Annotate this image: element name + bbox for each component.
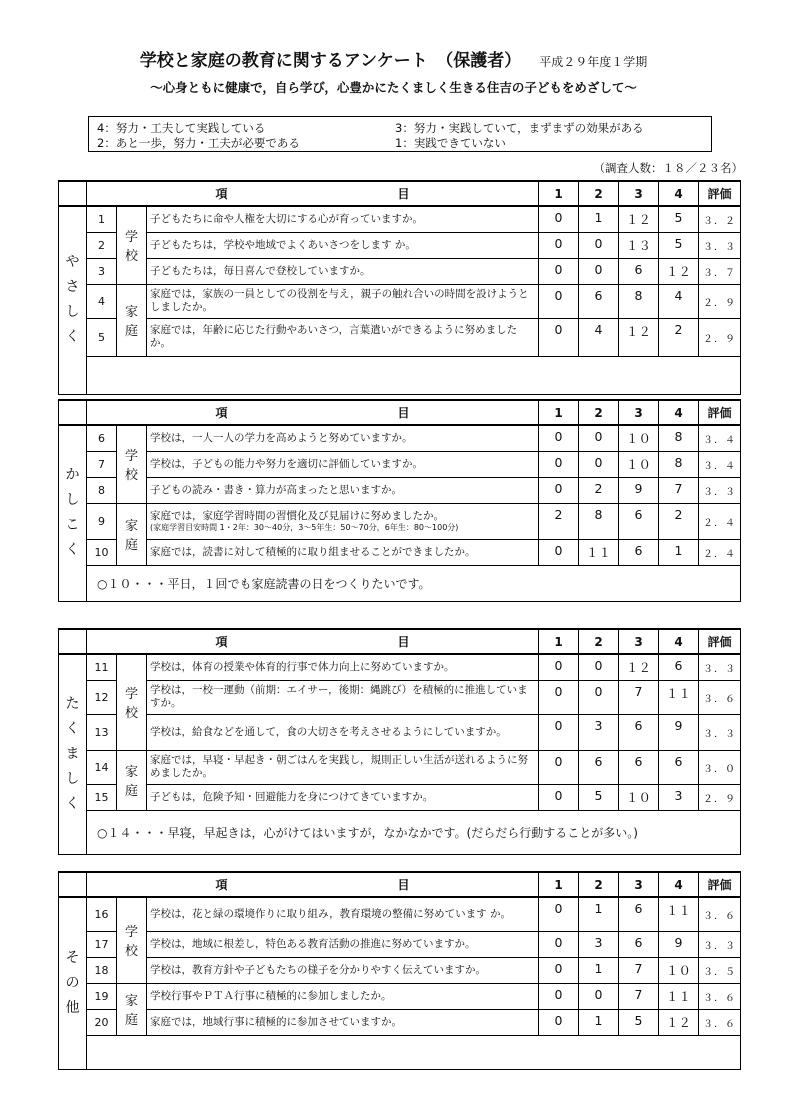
response-count-3: 7 xyxy=(619,983,659,1009)
response-count-3: 7 xyxy=(619,957,659,983)
header-c4: 4 xyxy=(659,629,699,654)
header-item-2: 目 xyxy=(397,878,410,892)
evaluation-score: ３．０ xyxy=(699,750,741,784)
question-label: 学校は，教育方針や子どもたちの様子を分かりやすく伝えていますか。 xyxy=(150,963,486,976)
evaluation-score: ３．３ xyxy=(699,714,741,750)
question-label: 子どもたちは，毎日喜んで登校していますか。 xyxy=(150,264,371,277)
group-char: 庭 xyxy=(124,538,138,553)
rating-legend xyxy=(88,116,712,152)
header-item xyxy=(87,400,539,425)
question-text xyxy=(147,957,539,983)
question-label: 家庭では，家族の一員としての役割を与え，親子の触れ合いの時間を設けようとしましたか。 xyxy=(150,288,529,313)
header-item-1: 項 xyxy=(215,635,228,649)
category-char: そ xyxy=(65,949,80,966)
group-char: 家 xyxy=(124,519,138,534)
response-count-3: 6 xyxy=(619,897,659,931)
category-char: く xyxy=(65,329,80,346)
question-text xyxy=(147,206,539,232)
response-count-4: 8 xyxy=(659,425,699,451)
response-count-4: １１ xyxy=(659,897,699,931)
header-item-1: 項 xyxy=(215,406,228,420)
response-count-3: １２ xyxy=(619,206,659,232)
group-home xyxy=(117,284,147,356)
header-blank xyxy=(59,629,87,654)
question-row xyxy=(59,680,741,714)
question-number: 16 xyxy=(87,897,117,931)
response-count-2: 6 xyxy=(579,284,619,318)
question-label: 学校は，体育の授業や体育的行事で体力向上に努めていますか。 xyxy=(150,660,455,673)
header-c3: 3 xyxy=(619,181,659,206)
evaluation-score: ３．７ xyxy=(699,258,741,284)
header-blank xyxy=(59,181,87,206)
question-text xyxy=(147,680,539,714)
response-count-1: 0 xyxy=(539,931,579,957)
question-text xyxy=(147,654,539,680)
question-number: 1 xyxy=(87,206,117,232)
question-label: 家庭では，地域行事に積極的に参加させていますか。 xyxy=(150,1015,402,1028)
question-text xyxy=(147,539,539,565)
header-eval: 評価 xyxy=(699,400,741,425)
evaluation-score: ３．５ xyxy=(699,957,741,983)
section-table xyxy=(58,628,741,855)
evaluation-score: ３．３ xyxy=(699,931,741,957)
header-item-1: 項 xyxy=(215,187,228,201)
group-char: 校 xyxy=(124,249,138,265)
response-count-3: 7 xyxy=(619,680,659,714)
question-row xyxy=(59,477,741,503)
category-char: か xyxy=(65,467,80,484)
response-count-3: １０ xyxy=(619,425,659,451)
category-cell xyxy=(59,206,87,394)
question-row xyxy=(59,983,741,1009)
response-count-2: １１ xyxy=(579,539,619,565)
response-count-4: １０ xyxy=(659,957,699,983)
question-row xyxy=(59,897,741,931)
header-c1: 1 xyxy=(539,872,579,897)
section-table xyxy=(58,180,741,395)
header-c2: 2 xyxy=(579,400,619,425)
page-subtitle: ～心身ともに健康で，自ら学び，心豊かにたくましく生きる住吉の子どもをめざして～ xyxy=(150,80,637,95)
response-count-2: 2 xyxy=(579,477,619,503)
response-count-2: 0 xyxy=(579,258,619,284)
title-text: 学校と家庭の教育に関するアンケート （保護者） xyxy=(139,51,522,71)
response-count-2: 1 xyxy=(579,957,619,983)
response-count-3: １２ xyxy=(619,654,659,680)
question-number: 13 xyxy=(87,714,117,750)
category-char: し xyxy=(65,304,80,321)
evaluation-score: ３．２ xyxy=(699,206,741,232)
header-row xyxy=(59,181,741,206)
header-eval: 評価 xyxy=(699,872,741,897)
response-count-1: 0 xyxy=(539,750,579,784)
header-item xyxy=(87,629,539,654)
category-char: く xyxy=(65,542,80,559)
legend-4: 4：努力・工夫して実践している xyxy=(97,121,266,135)
evaluation-score: ２．４ xyxy=(699,503,741,539)
question-label: 家庭では，読書に対して積極的に取り組ませることができましたか。 xyxy=(150,545,476,558)
question-text xyxy=(147,258,539,284)
category-char: の xyxy=(65,974,80,991)
question-number: 9 xyxy=(87,503,117,539)
section-table xyxy=(58,871,741,1070)
header-item-2: 目 xyxy=(397,406,410,420)
header-item-2: 目 xyxy=(397,187,410,201)
question-number: 17 xyxy=(87,931,117,957)
question-number: 12 xyxy=(87,680,117,714)
comment-row xyxy=(59,356,741,394)
header-c2: 2 xyxy=(579,181,619,206)
group-char: 庭 xyxy=(124,784,138,799)
question-row xyxy=(59,784,741,810)
evaluation-score: ２．９ xyxy=(699,284,741,318)
evaluation-score: ２．９ xyxy=(699,784,741,810)
evaluation-score: ３．６ xyxy=(699,983,741,1009)
comment-text: ○１０・・・平日，１回でも家庭読書の日をつくりたいです。 xyxy=(87,565,741,601)
response-count-4: 9 xyxy=(659,931,699,957)
group-char: 家 xyxy=(124,994,138,1009)
question-text xyxy=(147,318,539,356)
question-label: 学校行事やＰＴＡ行事に積極的に参加しましたか。 xyxy=(150,989,392,1002)
response-count-1: 0 xyxy=(539,451,579,477)
header-eval: 評価 xyxy=(699,629,741,654)
question-text xyxy=(147,503,539,539)
category-char: し xyxy=(65,492,80,509)
header-eval: 評価 xyxy=(699,181,741,206)
response-count-4: １１ xyxy=(659,680,699,714)
group-school xyxy=(117,897,147,983)
evaluation-score: ３．４ xyxy=(699,451,741,477)
question-text xyxy=(147,714,539,750)
response-count-1: 2 xyxy=(539,503,579,539)
category-cell xyxy=(59,654,87,854)
response-count-1: 0 xyxy=(539,983,579,1009)
question-number: 3 xyxy=(87,258,117,284)
response-count-2: 0 xyxy=(579,451,619,477)
header-c3: 3 xyxy=(619,872,659,897)
header-item xyxy=(87,872,539,897)
question-row xyxy=(59,206,741,232)
response-count-1: 0 xyxy=(539,232,579,258)
response-count-2: 0 xyxy=(579,680,619,714)
response-count-3: 6 xyxy=(619,714,659,750)
category-char: や xyxy=(65,254,80,271)
response-count-2: 1 xyxy=(579,897,619,931)
response-count-4: 6 xyxy=(659,654,699,680)
question-text xyxy=(147,750,539,784)
question-text xyxy=(147,784,539,810)
question-label: 家庭では，早寝・早起き・朝ごはんを実践し，規則正しい生活が送れるように努めましたか。 xyxy=(150,754,528,779)
group-char: 庭 xyxy=(124,324,138,339)
response-count-2: 0 xyxy=(579,654,619,680)
question-row xyxy=(59,451,741,477)
response-count-3: １０ xyxy=(619,784,659,810)
comment-text xyxy=(87,356,741,394)
response-count-1: 0 xyxy=(539,258,579,284)
evaluation-score: ３．６ xyxy=(699,897,741,931)
header-c4: 4 xyxy=(659,872,699,897)
response-count-4: 8 xyxy=(659,451,699,477)
group-char: 学 xyxy=(124,925,138,941)
question-row xyxy=(59,1009,741,1035)
question-text xyxy=(147,897,539,931)
question-number: 7 xyxy=(87,451,117,477)
category-cell xyxy=(59,897,87,1069)
category-char: 他 xyxy=(65,999,80,1016)
category-char: さ xyxy=(65,279,80,296)
question-row xyxy=(59,654,741,680)
evaluation-score: ３．３ xyxy=(699,232,741,258)
question-row xyxy=(59,232,741,258)
header-row xyxy=(59,400,741,425)
evaluation-score: ３．４ xyxy=(699,425,741,451)
survey-count: （調査人数：１８／２３名） xyxy=(593,161,743,175)
response-count-3: 6 xyxy=(619,503,659,539)
group-char: 校 xyxy=(124,468,138,484)
response-count-4: 5 xyxy=(659,232,699,258)
comment-row xyxy=(59,565,741,601)
question-label: 子どもの読み・書き・算力が高まったと思いますか。 xyxy=(150,483,402,496)
question-text xyxy=(147,1009,539,1035)
group-char: 校 xyxy=(124,944,138,960)
category-cell xyxy=(59,425,87,601)
response-count-2: 6 xyxy=(579,750,619,784)
category-char: し xyxy=(65,770,80,787)
header-c1: 1 xyxy=(539,181,579,206)
response-count-1: 0 xyxy=(539,897,579,931)
group-char: 学 xyxy=(124,687,138,703)
question-text xyxy=(147,232,539,258)
response-count-1: 0 xyxy=(539,680,579,714)
question-row xyxy=(59,425,741,451)
category-char: た xyxy=(65,695,80,712)
response-count-1: 0 xyxy=(539,957,579,983)
category-char: ま xyxy=(65,745,80,762)
category-char: く xyxy=(65,720,80,737)
response-count-1: 0 xyxy=(539,318,579,356)
response-count-2: 4 xyxy=(579,318,619,356)
response-count-2: 0 xyxy=(579,425,619,451)
question-number: 5 xyxy=(87,318,117,356)
question-text xyxy=(147,477,539,503)
question-row xyxy=(59,714,741,750)
response-count-1: 0 xyxy=(539,654,579,680)
question-label: 学校は，給食などを通して，食の大切さを考えさせるようにしていますか。 xyxy=(150,725,507,738)
response-count-3: 6 xyxy=(619,539,659,565)
response-count-4: 2 xyxy=(659,318,699,356)
comment-row xyxy=(59,810,741,854)
question-label: 学校は，一人一人の学力を高めようと努めていますか。 xyxy=(150,431,413,444)
legend-2: 2：あと一歩，努力・工夫が必要である xyxy=(97,136,300,150)
group-home xyxy=(117,983,147,1035)
question-text xyxy=(147,983,539,1009)
response-count-4: 4 xyxy=(659,284,699,318)
question-number: 20 xyxy=(87,1009,117,1035)
response-count-1: 0 xyxy=(539,284,579,318)
question-row xyxy=(59,503,741,539)
header-row xyxy=(59,629,741,654)
header-c3: 3 xyxy=(619,400,659,425)
legend-1: 1：実践できていない xyxy=(395,136,506,150)
category-char: こ xyxy=(65,517,80,534)
group-school xyxy=(117,654,147,750)
response-count-3: 9 xyxy=(619,477,659,503)
question-row xyxy=(59,284,741,318)
response-count-3: 6 xyxy=(619,258,659,284)
question-text xyxy=(147,425,539,451)
response-count-2: 1 xyxy=(579,1009,619,1035)
response-count-3: １３ xyxy=(619,232,659,258)
term-label: 平成２９年度１学期 xyxy=(539,55,648,69)
question-row xyxy=(59,931,741,957)
question-number: 8 xyxy=(87,477,117,503)
response-count-2: 3 xyxy=(579,931,619,957)
evaluation-score: ２．４ xyxy=(699,539,741,565)
group-school xyxy=(117,425,147,503)
response-count-1: 0 xyxy=(539,206,579,232)
header-item-1: 項 xyxy=(215,878,228,892)
response-count-2: 0 xyxy=(579,983,619,1009)
response-count-3: 6 xyxy=(619,931,659,957)
question-number: 14 xyxy=(87,750,117,784)
question-label: 子どもたちに命や人権を大切にする心が育っていますか。 xyxy=(150,212,423,225)
question-number: 2 xyxy=(87,232,117,258)
evaluation-score: ２．９ xyxy=(699,318,741,356)
response-count-1: 0 xyxy=(539,477,579,503)
group-school xyxy=(117,206,147,284)
question-label: 家庭では，年齢に応じた行動やあいさつ，言葉遣いができるように努めましたか。 xyxy=(150,324,518,349)
header-c2: 2 xyxy=(579,629,619,654)
question-row xyxy=(59,957,741,983)
header-row xyxy=(59,872,741,897)
header-c1: 1 xyxy=(539,629,579,654)
response-count-3: １０ xyxy=(619,451,659,477)
header-blank xyxy=(59,872,87,897)
question-label: 学校は，一校一運動（前期：エイサー，後期：縄跳び）を積極的に推進していますか。 xyxy=(150,684,528,709)
question-text xyxy=(147,931,539,957)
response-count-2: 5 xyxy=(579,784,619,810)
response-count-1: 0 xyxy=(539,714,579,750)
question-number: 4 xyxy=(87,284,117,318)
question-row xyxy=(59,539,741,565)
response-count-3: 8 xyxy=(619,284,659,318)
response-count-4: 3 xyxy=(659,784,699,810)
group-char: 学 xyxy=(124,449,138,465)
response-count-1: 0 xyxy=(539,425,579,451)
page-title xyxy=(0,46,787,71)
group-char: 庭 xyxy=(124,1013,138,1028)
question-note: (家庭学習目安時間 1・2年：30～40分，3～5年生：50～70分，6年生：80～100分) xyxy=(150,522,459,532)
response-count-4: 5 xyxy=(659,206,699,232)
response-count-2: 1 xyxy=(579,206,619,232)
question-label: 学校は，地域に根差し，特色ある教育活動の推進に努めていますか。 xyxy=(150,937,476,950)
response-count-4: 2 xyxy=(659,503,699,539)
comment-text xyxy=(87,1035,741,1069)
header-blank xyxy=(59,400,87,425)
header-c1: 1 xyxy=(539,400,579,425)
response-count-2: 8 xyxy=(579,503,619,539)
group-char: 家 xyxy=(124,305,138,320)
group-char: 家 xyxy=(124,765,138,780)
response-count-1: 0 xyxy=(539,1009,579,1035)
response-count-2: 0 xyxy=(579,232,619,258)
header-c2: 2 xyxy=(579,872,619,897)
header-item-2: 目 xyxy=(397,635,410,649)
response-count-4: １１ xyxy=(659,983,699,1009)
evaluation-score: ３．６ xyxy=(699,1009,741,1035)
question-number: 11 xyxy=(87,654,117,680)
response-count-1: 0 xyxy=(539,539,579,565)
question-row xyxy=(59,258,741,284)
response-count-1: 0 xyxy=(539,784,579,810)
question-label: 学校は，子どもの能力や努力を適切に評価していますか。 xyxy=(150,457,423,470)
group-home xyxy=(117,503,147,565)
header-c4: 4 xyxy=(659,400,699,425)
question-number: 15 xyxy=(87,784,117,810)
response-count-3: １２ xyxy=(619,318,659,356)
legend-3: 3：努力・実践していて，まずまずの効果がある xyxy=(395,121,644,135)
comment-row xyxy=(59,1035,741,1069)
group-char: 校 xyxy=(124,706,138,722)
response-count-4: 9 xyxy=(659,714,699,750)
evaluation-score: ３．６ xyxy=(699,680,741,714)
response-count-4: 7 xyxy=(659,477,699,503)
question-text xyxy=(147,284,539,318)
category-char: く xyxy=(65,795,80,812)
question-row xyxy=(59,318,741,356)
response-count-3: 5 xyxy=(619,1009,659,1035)
question-number: 6 xyxy=(87,425,117,451)
question-label: 家庭では，家庭学習時間の習慣化及び見届けに努めましたか。 xyxy=(150,509,444,522)
question-label: 学校は，花と緑の環境作りに取り組み，教育環境の整備に努めています か。 xyxy=(150,907,511,920)
question-label: 子どもは，危険予知・回避能力を身につけてきていますか。 xyxy=(150,790,434,803)
header-c3: 3 xyxy=(619,629,659,654)
response-count-4: 6 xyxy=(659,750,699,784)
header-item xyxy=(87,181,539,206)
header-c4: 4 xyxy=(659,181,699,206)
question-text xyxy=(147,451,539,477)
response-count-3: 6 xyxy=(619,750,659,784)
question-number: 18 xyxy=(87,957,117,983)
question-row xyxy=(59,750,741,784)
comment-text: ○１４・・・早寝，早起きは，心がけてはいますが，なかなかです。(だらだら行動することが多い。) xyxy=(87,810,741,854)
question-number: 10 xyxy=(87,539,117,565)
evaluation-score: ３．３ xyxy=(699,477,741,503)
question-number: 19 xyxy=(87,983,117,1009)
response-count-2: 3 xyxy=(579,714,619,750)
response-count-4: 1 xyxy=(659,539,699,565)
group-char: 学 xyxy=(124,230,138,246)
question-label: 子どもたちは，学校や地域でよくあいさつをします か。 xyxy=(150,238,416,251)
response-count-4: １２ xyxy=(659,258,699,284)
evaluation-score: ３．３ xyxy=(699,654,741,680)
response-count-4: １２ xyxy=(659,1009,699,1035)
group-home xyxy=(117,750,147,810)
section-table xyxy=(58,399,741,602)
